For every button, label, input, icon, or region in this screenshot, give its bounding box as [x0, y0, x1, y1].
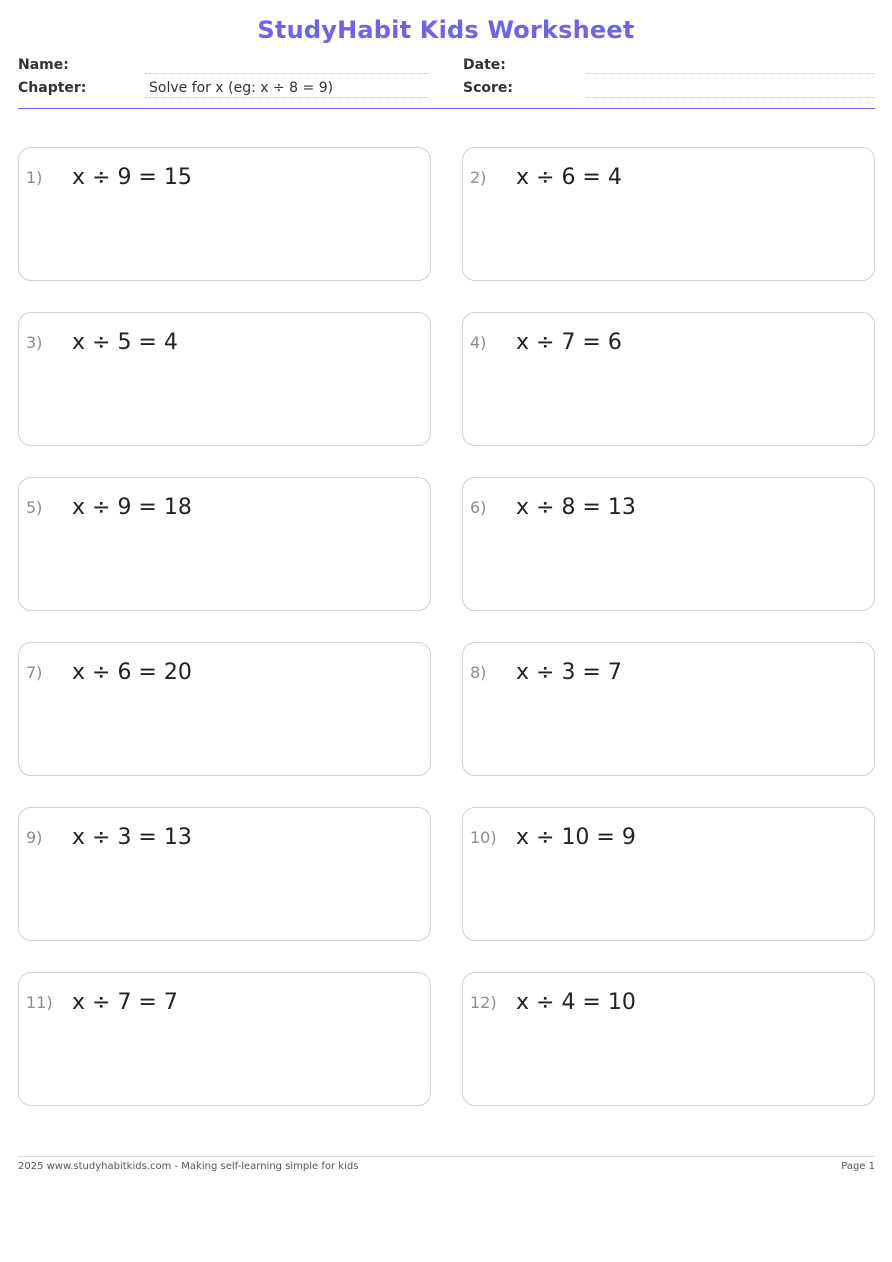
- problem-equation: x ÷ 9 = 18: [72, 495, 192, 520]
- score-label: Score:: [463, 80, 513, 96]
- problem-number: 12): [470, 993, 497, 1012]
- problem-card[interactable]: [18, 312, 431, 446]
- problem-number: 4): [470, 333, 487, 352]
- problem-card[interactable]: [18, 147, 431, 281]
- problem-equation: x ÷ 5 = 4: [72, 330, 178, 355]
- problem-equation: x ÷ 8 = 13: [516, 495, 636, 520]
- problem-number: 6): [470, 498, 487, 517]
- problem-equation: x ÷ 3 = 13: [72, 825, 192, 850]
- problem-card[interactable]: [462, 147, 875, 281]
- problem-equation: x ÷ 10 = 9: [516, 825, 636, 850]
- problem-equation: x ÷ 6 = 4: [516, 165, 622, 190]
- problem-number: 5): [26, 498, 43, 517]
- page-number: Page 1: [841, 1161, 875, 1172]
- problem-card[interactable]: [18, 477, 431, 611]
- problem-card[interactable]: [18, 642, 431, 776]
- problem-card[interactable]: [18, 972, 431, 1106]
- problem-number: 2): [470, 168, 487, 187]
- name-field-line[interactable]: [145, 73, 429, 74]
- footer-divider: [18, 1156, 875, 1157]
- date-label: Date:: [463, 57, 506, 73]
- score-field-line[interactable]: [587, 97, 875, 98]
- problem-card[interactable]: [462, 807, 875, 941]
- chapter-field-line: [145, 97, 429, 98]
- header-divider: [18, 108, 875, 109]
- problem-number: 9): [26, 828, 43, 847]
- problem-number: 7): [26, 663, 43, 682]
- name-label: Name:: [18, 57, 69, 73]
- date-field-line[interactable]: [587, 73, 875, 74]
- page-title: StudyHabit Kids Worksheet: [257, 16, 635, 44]
- problem-card[interactable]: [462, 477, 875, 611]
- problem-equation: x ÷ 7 = 7: [72, 990, 178, 1015]
- chapter-label: Chapter:: [18, 80, 87, 96]
- problem-number: 11): [26, 993, 53, 1012]
- problem-number: 1): [26, 168, 43, 187]
- footer-credit: 2025 www.studyhabitkids.com - Making self-learning simple for kids: [18, 1161, 359, 1172]
- chapter-value: Solve for x (eg: x ÷ 8 = 9): [149, 80, 334, 96]
- problem-number: 10): [470, 828, 497, 847]
- problem-equation: x ÷ 7 = 6: [516, 330, 622, 355]
- problem-card[interactable]: [462, 312, 875, 446]
- problem-card[interactable]: [462, 642, 875, 776]
- problem-card[interactable]: [18, 807, 431, 941]
- problem-card[interactable]: [462, 972, 875, 1106]
- problem-number: 3): [26, 333, 43, 352]
- problem-equation: x ÷ 9 = 15: [72, 165, 192, 190]
- problem-number: 8): [470, 663, 487, 682]
- problem-equation: x ÷ 4 = 10: [516, 990, 636, 1015]
- problem-equation: x ÷ 3 = 7: [516, 660, 622, 685]
- problem-equation: x ÷ 6 = 20: [72, 660, 192, 685]
